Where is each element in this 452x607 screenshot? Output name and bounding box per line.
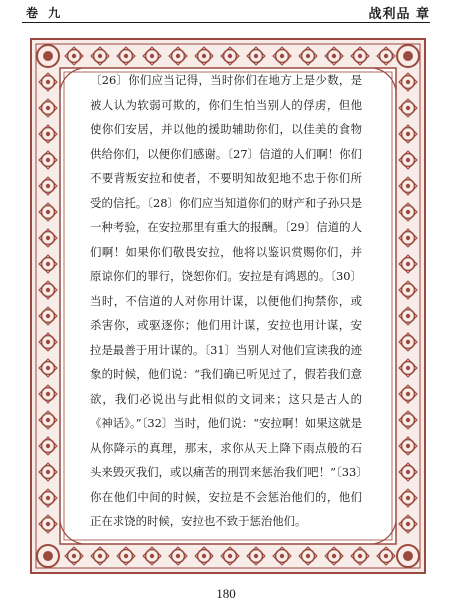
scripture-paragraph: 〔26〕你们应当记得，当时你们在地方上是少数，是被人认为软弱可欺的，你们生怕当别人的俘虏，但他使你们安居，并以他的援助辅助你们，以佳美的食物供给你们，以便你们感谢。〔27〕信道的人们啊！你们不要背叛安拉和使者，不要明知故犯地不忠于你们所受的信托。〔28〕你们应当知道你们的财产和子孙只是一种考验，在安拉那里有重大的报酬。〔29〕信道的人们啊！如果你们敬畏安拉，他将以鉴识赏赐你们，并原谅你们的罪行，饶恕你们。安拉是有鸿恩的。〔30〕当时，不信道的人对你用计谋，以便他们拘禁你，或杀害你，或驱逐你；他们用计谋，安拉也用计谋，安拉是最善于用计谋的。〔31〕当别人对他们宣读我的迹象的时候，他们说：“我们确已听见过了，假若我们意欲，我们必说出与此相似的文词来；这只是古人的《神话》。”〔32〕当时，他们说：“安拉啊！如果这就是从你降示的真理，那末，求你从天上降下雨点般的石头来毁灭我们，或以痛苦的刑罚来惩治我们吧！”〔33〕你在他们中间的时候，安拉是不会惩治他们的，他们正在求饶的时候，安拉也不致于惩治他们。 bbox=[90, 73, 362, 528]
scripture-text bbox=[90, 68, 362, 534]
page-number: 180 bbox=[216, 586, 236, 601]
chapter-title: 战利品 章 bbox=[368, 7, 430, 22]
corner-rosette-center bbox=[43, 51, 53, 61]
header-rule bbox=[22, 22, 430, 23]
corner-rosette-center bbox=[403, 51, 413, 61]
corner-rosette-center bbox=[403, 551, 413, 561]
page-header bbox=[0, 0, 452, 24]
volume-label: 卷 九 bbox=[26, 6, 64, 20]
corner-rosette-center bbox=[43, 551, 53, 561]
